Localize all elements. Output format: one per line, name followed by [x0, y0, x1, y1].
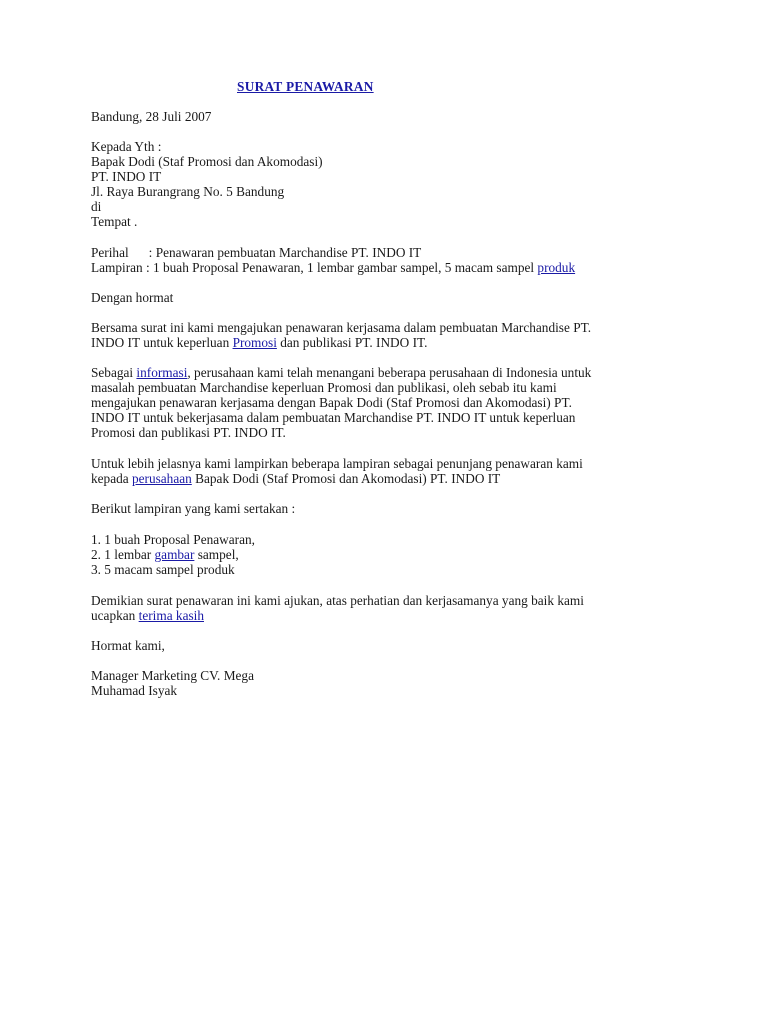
para2-line-1	[91, 365, 591, 380]
para1-line-1: Bersama surat ini kami mengajukan penawaran kerjasama dalam pembuatan Marchandise PT.	[91, 320, 592, 335]
para1-text-a: INDO IT untuk keperluan	[91, 335, 230, 350]
attachment-item-2	[91, 547, 239, 562]
attachment-item-1: 1. 1 buah Proposal Penawaran,	[91, 532, 255, 547]
sign-off: Hormat kami,	[91, 638, 165, 653]
para2-line-2: masalah pembuatan Marchandise keperluan Promosi dan publikasi, oleh sebab itu kami	[91, 380, 557, 395]
greeting: Dengan hormat	[91, 290, 174, 305]
terima-kasih-link[interactable]: terima kasih	[138, 608, 204, 623]
para3-line-2	[91, 471, 500, 486]
closing-line-2	[91, 608, 204, 623]
perihal-colon: :	[148, 245, 153, 260]
perihal-label: Perihal	[91, 245, 129, 260]
gambar-link[interactable]: gambar	[154, 547, 195, 562]
promosi-link[interactable]: Promosi	[232, 335, 277, 350]
para2-line-3: mengajukan penawaran kerjasama dengan Bapak Dodi (Staf Promosi dan Akomodasi) PT.	[91, 395, 572, 410]
informasi-link[interactable]: informasi	[136, 365, 188, 380]
closing-text-a: ucapkan	[91, 608, 136, 623]
attachment-item-3: 3. 5 macam sampel produk	[91, 562, 235, 577]
date-line: Bandung, 28 Juli 2007	[91, 109, 212, 124]
para2-text-a: Sebagai	[91, 365, 134, 380]
recipient-line-1: Kepada Yth :	[91, 139, 162, 154]
closing-line-1: Demikian surat penawaran ini kami ajukan, atas perhatian dan kerjasamanya yang baik kami	[91, 593, 584, 608]
para2-text-b: , perusahaan kami telah menangani beberapa perusahaan di Indonesia untuk	[187, 365, 592, 380]
lampiran-line	[91, 260, 575, 275]
lampiran-text: Lampiran : 1 buah Proposal Penawaran, 1 lembar gambar sampel, 5 macam sampel	[91, 260, 535, 275]
produk-link[interactable]: produk	[537, 260, 576, 275]
para1-text-b: dan publikasi PT. INDO IT.	[280, 335, 428, 350]
recipient-line-4: Jl. Raya Burangrang No. 5 Bandung	[91, 184, 285, 199]
attachments-intro: Berikut lampiran yang kami sertakan :	[91, 501, 296, 516]
recipient-line-2: Bapak Dodi (Staf Promosi dan Akomodasi)	[91, 154, 323, 169]
recipient-line-5: di	[91, 199, 102, 214]
para3-text-b: Bapak Dodi (Staf Promosi dan Akomodasi) PT. INDO IT	[195, 471, 501, 486]
signature-position: Manager Marketing CV. Mega	[91, 668, 254, 683]
para3-text-a: kepada	[91, 471, 129, 486]
recipient-line-6: Tempat .	[91, 214, 138, 229]
perihal-line	[91, 245, 421, 260]
para3-line-1: Untuk lebih jelasnya kami lampirkan beberapa lampiran sebagai penunjang penawaran kami	[91, 456, 583, 471]
signature-name: Muhamad Isyak	[91, 683, 178, 698]
para2-line-5: Promosi dan publikasi PT. INDO IT.	[91, 425, 286, 440]
perihal-value: Penawaran pembuatan Marchandise PT. INDO IT	[155, 245, 422, 260]
attachment-item-2-text-a: 2. 1 lembar	[91, 547, 152, 562]
attachment-item-2-text-b: sampel,	[197, 547, 239, 562]
para2-line-4: INDO IT untuk bekerjasama dalam pembuatan Marchandise PT. INDO IT untuk keperluan	[91, 410, 576, 425]
para1-line-2	[91, 335, 427, 350]
letter-title: SURAT PENAWARAN	[237, 79, 374, 94]
recipient-line-3: PT. INDO IT	[91, 169, 162, 184]
perusahaan-link[interactable]: perusahaan	[131, 471, 192, 486]
